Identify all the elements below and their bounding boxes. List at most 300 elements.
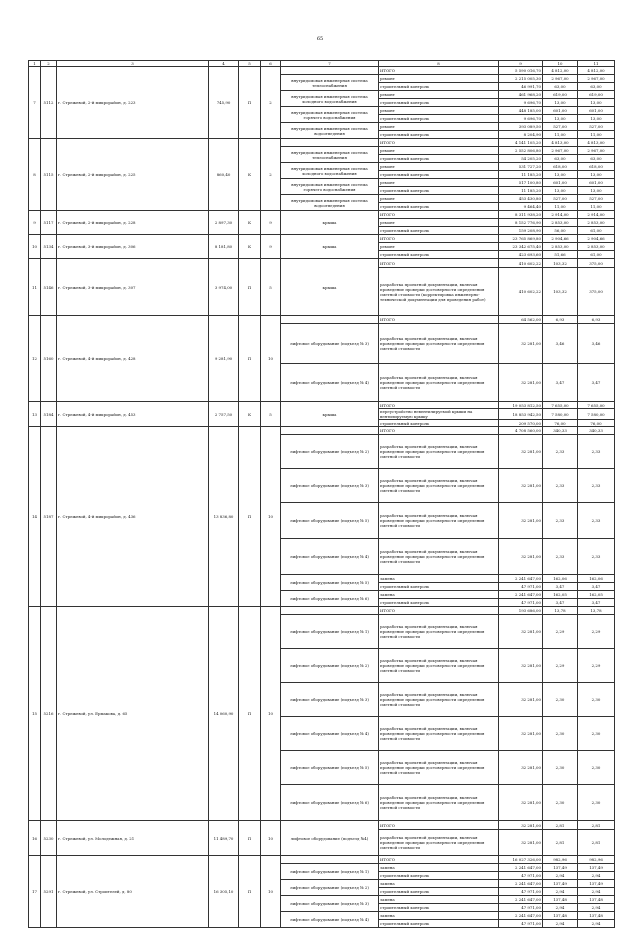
unit-cost-cell: 2,94 <box>543 904 578 912</box>
work-description-cell: строительный контроль <box>379 187 499 195</box>
work-description-cell: ремонт <box>379 75 499 83</box>
cost-cell: 410 602,22 <box>499 259 543 268</box>
work-description-cell: разработка проектной документации, включая проведение проверки достоверности определения сметной стоимости <box>379 785 499 821</box>
work-type-cell: лифтовое оборудование (подъезд № 2) <box>281 649 379 683</box>
cost-cell: 2 241 647,00 <box>499 880 543 888</box>
work-type-cell: внутридомовая инженерная система теплоснабжения <box>281 147 379 163</box>
work-description-cell: разработка проектной документации, включая проведение проверки достоверности определения сметной стоимости (корректировка инженерно-технической документации для проведения работ) <box>379 268 499 316</box>
max-unit-cost-cell: 2,30 <box>578 785 615 821</box>
work-description-cell: строительный контроль <box>379 99 499 107</box>
page-number: 65 <box>316 36 324 42</box>
work-type-cell: лифтовое оборудование (подъезд № 2) <box>281 435 379 469</box>
unit-cost-cell: 2,29 <box>543 649 578 683</box>
house-code-cell: 5112 <box>41 67 57 139</box>
cost-cell: 32 281,00 <box>499 435 543 469</box>
row-number-cell: 13 <box>29 402 41 427</box>
max-unit-cost-cell: 61,00 <box>578 227 615 235</box>
area-cell: 16 305,10 <box>209 856 239 928</box>
work-type-cell: крыша <box>281 211 379 235</box>
row-number-cell: 11 <box>29 259 41 316</box>
work-description-cell: ремонт <box>379 107 499 115</box>
address-cell: г. Стрежевой, 2-й микрорайон, д. 223 <box>57 67 209 139</box>
cost-cell: 47 971,00 <box>499 872 543 880</box>
work-description-cell: строительный контроль <box>379 171 499 179</box>
work-description-cell: разработка проектной документации, включая проведение проверки достоверности определения сметной стоимости <box>379 539 499 575</box>
house-code-cell: 5216 <box>41 607 57 821</box>
cost-cell: 2 241 647,00 <box>499 896 543 904</box>
class-cell: П <box>239 821 261 856</box>
address-cell: г. Стрежевой, 2-й микрорайон, д. 228 <box>57 211 209 235</box>
row-number-cell: 17 <box>29 856 41 928</box>
max-unit-cost-cell: 2,29 <box>578 615 615 649</box>
cost-cell: 32 281,00 <box>499 830 543 856</box>
work-type-cell <box>281 316 379 324</box>
cost-cell: 18 853 942,50 <box>499 409 543 420</box>
work-type-cell <box>281 139 379 147</box>
work-type-cell: внутридомовая инженерная система горячего водоснабжения <box>281 179 379 195</box>
max-unit-cost-cell: 2,94 <box>578 920 615 928</box>
max-unit-cost-cell: 137,48 <box>578 896 615 904</box>
unit-cost-cell: 4 813,00 <box>543 139 578 147</box>
header-cell: 8 <box>379 61 499 67</box>
work-type-cell: лифтовое оборудование (подъезд № 1) <box>281 615 379 649</box>
unit-cost-cell: 6,93 <box>543 316 578 324</box>
class-cell: К <box>239 211 261 235</box>
max-unit-cost-cell: 2,29 <box>578 649 615 683</box>
cost-cell: 46 991,70 <box>499 83 543 91</box>
cost-cell: 32 281,00 <box>499 324 543 364</box>
address-cell: г. Стрежевой, 4-й микрорайон, д. 453 <box>57 402 209 427</box>
header-cell: 10 <box>543 61 578 67</box>
max-unit-cost-cell: 2,94 <box>578 872 615 880</box>
table-row <box>29 821 615 830</box>
class-cell: П <box>239 427 261 607</box>
unit-cost-cell: 2,30 <box>543 785 578 821</box>
work-description-cell: строительный контроль <box>379 251 499 259</box>
max-unit-cost-cell: 2,81 <box>578 830 615 856</box>
cost-cell: 8 152 776,90 <box>499 219 543 227</box>
class-cell: П <box>239 856 261 928</box>
max-unit-cost-cell: 2,33 <box>578 539 615 575</box>
row-number-cell: 14 <box>29 427 41 607</box>
work-description-cell: ИТОГО <box>379 427 499 435</box>
unit-cost-cell: 2,94 <box>543 872 578 880</box>
cost-cell: 32 281,00 <box>499 615 543 649</box>
max-unit-cost-cell: 63,00 <box>578 83 615 91</box>
address-cell: г. Стрежевой, ул. Строителей, д. 80 <box>57 856 209 928</box>
unit-cost-cell: 527,00 <box>543 195 578 203</box>
table-body <box>29 67 615 928</box>
unit-cost-cell: 2,33 <box>543 503 578 539</box>
work-type-cell <box>281 427 379 435</box>
header-cell: 6 <box>261 61 281 67</box>
max-unit-cost-cell: 7 655,00 <box>578 402 615 409</box>
table-row <box>29 402 615 409</box>
unit-cost-cell: 2 904,66 <box>543 235 578 243</box>
max-unit-cost-cell: 527,00 <box>578 123 615 131</box>
work-description-cell: ремонт <box>379 243 499 251</box>
cost-cell: 193 686,00 <box>499 607 543 615</box>
max-unit-cost-cell: 2 853,00 <box>578 219 615 227</box>
work-description-cell: ремонт <box>379 147 499 155</box>
work-description-cell: разработка проектной документации, включая проведение проверки достоверности определения сметной стоимости <box>379 830 499 856</box>
area-cell: 14 060,90 <box>209 607 239 821</box>
unit-cost-cell: 56,00 <box>543 227 578 235</box>
work-description-cell: строительный контроль <box>379 904 499 912</box>
max-unit-cost-cell: 619,00 <box>578 91 615 99</box>
unit-cost-cell: 2,30 <box>543 751 578 785</box>
unit-cost-cell: 2,30 <box>543 683 578 717</box>
work-description-cell: замена <box>379 880 499 888</box>
unit-cost-cell: 340,33 <box>543 427 578 435</box>
header-cell: 1 <box>29 61 41 67</box>
work-description-cell: ремонт <box>379 179 499 187</box>
max-unit-cost-cell: 2,30 <box>578 717 615 751</box>
work-description-cell: строительный контроль <box>379 599 499 607</box>
work-type-cell: лифтовое оборудование (подъезд № 3) <box>281 896 379 912</box>
cost-cell: 32 281,00 <box>499 364 543 402</box>
header-cell: 5 <box>239 61 261 67</box>
unit-cost-cell: 2,94 <box>543 888 578 896</box>
max-unit-cost-cell: 2,81 <box>578 821 615 830</box>
cost-cell: 448 185,00 <box>499 107 543 115</box>
unit-cost-cell: 13,00 <box>543 115 578 123</box>
cost-cell: 159 208,90 <box>499 227 543 235</box>
area-cell: 8 181,80 <box>209 235 239 259</box>
unit-cost-cell: 162,06 <box>543 575 578 583</box>
max-unit-cost-cell: 3,47 <box>578 599 615 607</box>
work-type-cell: лифтовое оборудование (подъезд №4) <box>281 821 379 856</box>
work-type-cell: лифтовое оборудование (подъезд № 1) <box>281 864 379 880</box>
work-description-cell: замена <box>379 591 499 599</box>
work-description-cell: ИТОГО <box>379 139 499 147</box>
address-cell: г. Стрежевой, 2-й микрорайон, д. 225 <box>57 139 209 211</box>
header-cell: 2 <box>41 61 57 67</box>
cost-cell: 9 696,70 <box>499 99 543 107</box>
area-cell: 2 897,30 <box>209 211 239 235</box>
work-description-cell: ремонт <box>379 123 499 131</box>
unit-cost-cell: 982,96 <box>543 856 578 864</box>
cost-cell: 2 241 647,00 <box>499 912 543 920</box>
class-cell: П <box>239 607 261 821</box>
area-cell: 2 757,50 <box>209 402 239 427</box>
cost-cell: 8 311 938,20 <box>499 211 543 219</box>
max-unit-cost-cell: 601,00 <box>578 179 615 187</box>
max-unit-cost-cell: 7 580,00 <box>578 409 615 420</box>
work-type-cell: внутридомовая инженерная система теплоснабжения <box>281 75 379 91</box>
unit-cost-cell: 2,81 <box>543 821 578 830</box>
work-description-cell: строительный контроль <box>379 155 499 163</box>
work-type-cell: лифтовое оборудование (подъезд № 6) <box>281 591 379 607</box>
table-row <box>29 139 615 147</box>
category-cell: 10 <box>261 316 281 402</box>
work-type-cell: лифтовое оборудование (подъезд № 4) <box>281 717 379 751</box>
category-cell: 10 <box>261 821 281 856</box>
work-description-cell: ИТОГО <box>379 259 499 268</box>
cost-cell: 531 727,20 <box>499 163 543 171</box>
cost-cell: 47 971,00 <box>499 920 543 928</box>
cost-cell: 11 185,20 <box>499 171 543 179</box>
unit-cost-cell: 63,00 <box>543 83 578 91</box>
cost-cell: 32 281,00 <box>499 717 543 751</box>
work-description-cell: разработка проектной документации, включая проведение проверки достоверности определения сметной стоимости <box>379 364 499 402</box>
work-description-cell: разработка проектной документации, включая проведение проверки достоверности определения сметной стоимости <box>379 717 499 751</box>
work-description-cell: ремонт <box>379 219 499 227</box>
unit-cost-cell: 7 580,00 <box>543 409 578 420</box>
max-unit-cost-cell: 601,00 <box>578 107 615 115</box>
row-number-cell: 10 <box>29 235 41 259</box>
address-cell: г. Стрежевой, 4-й микрорайон, д. 436 <box>57 427 209 607</box>
category-cell: 10 <box>261 427 281 607</box>
work-type-cell: лифтовое оборудование (подъезд № 4) <box>281 539 379 575</box>
max-unit-cost-cell: 375,00 <box>578 259 615 268</box>
row-number-cell: 12 <box>29 316 41 402</box>
max-unit-cost-cell: 137,49 <box>578 880 615 888</box>
unit-cost-cell: 601,00 <box>543 179 578 187</box>
row-number-cell: 15 <box>29 607 41 821</box>
house-code-cell: 5146 <box>41 259 57 316</box>
cost-cell: 4 141 105,20 <box>499 139 543 147</box>
category-cell: 5 <box>261 259 281 316</box>
max-unit-cost-cell: 137,49 <box>578 864 615 872</box>
unit-cost-cell: 2,33 <box>543 539 578 575</box>
cost-cell: 64 562,00 <box>499 316 543 324</box>
cost-cell: 47 971,00 <box>499 583 543 591</box>
work-description-cell: замена <box>379 912 499 920</box>
cost-cell: 23 765 869,80 <box>499 235 543 243</box>
max-unit-cost-cell: 13,00 <box>578 187 615 195</box>
work-type-cell: лифтовое оборудование (подъезд № 5) <box>281 751 379 785</box>
work-description-cell: строительный контроль <box>379 203 499 211</box>
max-unit-cost-cell: 76,00 <box>578 420 615 427</box>
house-code-cell: 5117 <box>41 211 57 235</box>
table-row <box>29 211 615 219</box>
header-cell: 4 <box>209 61 239 67</box>
work-description-cell: строительный контроль <box>379 583 499 591</box>
table-row <box>29 427 615 435</box>
category-cell: 5 <box>261 402 281 427</box>
max-unit-cost-cell: 375,00 <box>578 268 615 316</box>
work-description-cell: разработка проектной документации, включая проведение проверки достоверности определения сметной стоимости <box>379 751 499 785</box>
work-description-cell: строительный контроль <box>379 83 499 91</box>
cost-cell: 23 342 675,40 <box>499 243 543 251</box>
max-unit-cost-cell: 13,00 <box>578 115 615 123</box>
header-cell: 3 <box>57 61 209 67</box>
unit-cost-cell: 2 853,00 <box>543 243 578 251</box>
address-cell: г. Стрежевой, ул. Молодежная, д. 21 <box>57 821 209 856</box>
max-unit-cost-cell: 2,94 <box>578 888 615 896</box>
max-unit-cost-cell: 3,47 <box>578 364 615 402</box>
work-description-cell: ремонт <box>379 91 499 99</box>
max-unit-cost-cell: 618,00 <box>578 163 615 171</box>
class-cell: К <box>239 402 261 427</box>
work-description-cell: разработка проектной документации, включая проведение проверки достоверности определения сметной стоимости <box>379 324 499 364</box>
max-unit-cost-cell: 2 967,00 <box>578 75 615 83</box>
cost-cell: 16 027 326,00 <box>499 856 543 864</box>
max-unit-cost-cell: 2 904,66 <box>578 235 615 243</box>
area-cell: 13 836,80 <box>209 427 239 607</box>
unit-cost-cell: 11,00 <box>543 203 578 211</box>
table-row <box>29 259 615 268</box>
category-cell: 2 <box>261 139 281 211</box>
work-type-cell: лифтовое оборудование (подъезд № 3) <box>281 324 379 364</box>
work-type-cell <box>281 856 379 864</box>
address-cell: г. Стрежевой, 3-й микрорайон, д. 306 <box>57 235 209 259</box>
row-number-cell: 16 <box>29 821 41 856</box>
unit-cost-cell: 11,00 <box>543 131 578 139</box>
unit-cost-cell: 527,00 <box>543 123 578 131</box>
max-unit-cost-cell: 2,30 <box>578 751 615 785</box>
work-description-cell: ИТОГО <box>379 211 499 219</box>
cost-cell: 47 971,00 <box>499 599 543 607</box>
unit-cost-cell: 2,29 <box>543 615 578 649</box>
work-type-cell <box>281 607 379 615</box>
category-cell: 2 <box>261 67 281 139</box>
unit-cost-cell: 103,32 <box>543 259 578 268</box>
area-cell: 3 974,00 <box>209 259 239 316</box>
unit-cost-cell: 3,46 <box>543 324 578 364</box>
unit-cost-cell: 137,48 <box>543 896 578 904</box>
unit-cost-cell: 2 853,00 <box>543 219 578 227</box>
table-row <box>29 235 615 243</box>
cost-cell: 32 281,00 <box>499 503 543 539</box>
cost-cell: 209 570,00 <box>499 420 543 427</box>
work-description-cell: строительный контроль <box>379 888 499 896</box>
max-unit-cost-cell: 13,00 <box>578 171 615 179</box>
work-type-cell: лифтовое оборудование (подъезд № 5) <box>281 503 379 539</box>
cost-cell: 32 281,00 <box>499 785 543 821</box>
cost-cell: 32 281,00 <box>499 683 543 717</box>
work-description-cell: строительный контроль <box>379 420 499 427</box>
house-code-cell: 5134 <box>41 235 57 259</box>
work-description-cell: ИТОГО <box>379 821 499 830</box>
work-type-cell: лифтовое оборудование (подъезд № 2) <box>281 880 379 896</box>
cost-cell: 32 281,00 <box>499 539 543 575</box>
max-unit-cost-cell: 11,00 <box>578 203 615 211</box>
house-code-cell: 5160 <box>41 316 57 402</box>
header-cell: 9 <box>499 61 543 67</box>
unit-cost-cell: 2,30 <box>543 717 578 751</box>
unit-cost-cell: 162,05 <box>543 591 578 599</box>
max-unit-cost-cell: 2,94 <box>578 904 615 912</box>
house-code-cell: 5291 <box>41 856 57 928</box>
unit-cost-cell: 4 812,00 <box>543 67 578 75</box>
cost-cell: 54 205,20 <box>499 155 543 163</box>
max-unit-cost-cell: 11,00 <box>578 131 615 139</box>
cost-cell: 2 241 647,00 <box>499 591 543 599</box>
category-cell: 9 <box>261 235 281 259</box>
unit-cost-cell: 619,00 <box>543 91 578 99</box>
cost-cell: 9 696,70 <box>499 115 543 123</box>
class-cell: П <box>239 316 261 402</box>
cost-cell: 2 241 647,00 <box>499 575 543 583</box>
max-unit-cost-cell: 63,00 <box>578 155 615 163</box>
work-description-cell: строительный контроль <box>379 131 499 139</box>
work-type-cell <box>281 67 379 75</box>
work-type-cell: лифтовое оборудование (подъезд № 4) <box>281 912 379 928</box>
unit-cost-cell: 2 967,00 <box>543 75 578 83</box>
work-type-cell: лифтовое оборудование (подъезд № 6) <box>281 785 379 821</box>
work-description-cell: строительный контроль <box>379 227 499 235</box>
cost-cell: 32 281,00 <box>499 469 543 503</box>
work-type-cell: внутридомовая инженерная система холодного водоснабжения <box>281 163 379 179</box>
cost-cell: 2 215 005,30 <box>499 75 543 83</box>
unit-cost-cell: 2 967,00 <box>543 147 578 155</box>
header-cell: 7 <box>281 61 379 67</box>
cost-cell: 47 971,00 <box>499 888 543 896</box>
area-cell: 860,40 <box>209 139 239 211</box>
max-unit-cost-cell: 61,00 <box>578 251 615 259</box>
unit-cost-cell: 3,47 <box>543 364 578 402</box>
work-description-cell: строительный контроль <box>379 872 499 880</box>
cost-cell: 410 602,22 <box>499 268 543 316</box>
work-description-cell: разработка проектной документации, включая проведение проверки достоверности определения сметной стоимости <box>379 435 499 469</box>
class-cell: П <box>239 259 261 316</box>
work-description-cell: разработка проектной документации, включая проведение проверки достоверности определения сметной стоимости <box>379 683 499 717</box>
cost-cell: 32 281,00 <box>499 751 543 785</box>
house-code-cell: 5230 <box>41 821 57 856</box>
max-unit-cost-cell: 527,00 <box>578 195 615 203</box>
unit-cost-cell: 137,48 <box>543 912 578 920</box>
unit-cost-cell: 3,47 <box>543 599 578 607</box>
work-type-cell: крыша <box>281 235 379 259</box>
cost-cell: 461 968,20 <box>499 91 543 99</box>
work-type-cell: лифтовое оборудование (подъезд № 4) <box>281 364 379 402</box>
class-cell: П <box>239 67 261 139</box>
cost-cell: 2 552 806,80 <box>499 147 543 155</box>
max-unit-cost-cell: 4 812,00 <box>578 67 615 75</box>
work-type-cell: крыша <box>281 402 379 427</box>
row-number-cell: 8 <box>29 139 41 211</box>
work-description-cell: ИТОГО <box>379 235 499 243</box>
unit-cost-cell: 76,00 <box>543 420 578 427</box>
address-cell: г. Стрежевой, 3-й микрорайон, д. 307 <box>57 259 209 316</box>
cost-cell: 32 281,00 <box>499 649 543 683</box>
max-unit-cost-cell: 13,78 <box>578 607 615 615</box>
max-unit-cost-cell: 340,33 <box>578 427 615 435</box>
unit-cost-cell: 3,47 <box>543 583 578 591</box>
area-cell: 745,90 <box>209 67 239 139</box>
max-unit-cost-cell: 162,05 <box>578 591 615 599</box>
unit-cost-cell: 2,94 <box>543 920 578 928</box>
table-row <box>29 316 615 324</box>
table-row <box>29 856 615 864</box>
unit-cost-cell: 137,49 <box>543 864 578 872</box>
house-code-cell: 5187 <box>41 427 57 607</box>
work-description-cell: ИТОГО <box>379 67 499 75</box>
work-type-cell: лифтовое оборудование (подъезд № 3) <box>281 683 379 717</box>
address-cell: г. Стрежевой, ул. Ермакова, д. 65 <box>57 607 209 821</box>
work-description-cell: строительный контроль <box>379 115 499 123</box>
unit-cost-cell: 618,00 <box>543 163 578 171</box>
unit-cost-cell: 51,66 <box>543 251 578 259</box>
table-row <box>29 607 615 615</box>
unit-cost-cell: 13,00 <box>543 187 578 195</box>
max-unit-cost-cell: 2,33 <box>578 469 615 503</box>
unit-cost-cell: 13,78 <box>543 607 578 615</box>
unit-cost-cell: 7 655,00 <box>543 402 578 409</box>
unit-cost-cell: 2,33 <box>543 435 578 469</box>
cost-cell: 19 053 812,50 <box>499 402 543 409</box>
area-cell: 11 489,70 <box>209 821 239 856</box>
work-description-cell: ремонт <box>379 195 499 203</box>
cost-cell: 423 693,60 <box>499 251 543 259</box>
cost-cell: 9 464,40 <box>499 203 543 211</box>
cost-cell: 2 241 647,00 <box>499 864 543 872</box>
work-description-cell: ИТОГО <box>379 316 499 324</box>
work-description-cell: разработка проектной документации, включая проведение проверки достоверности определения сметной стоимости <box>379 615 499 649</box>
work-description-cell: замена <box>379 896 499 904</box>
